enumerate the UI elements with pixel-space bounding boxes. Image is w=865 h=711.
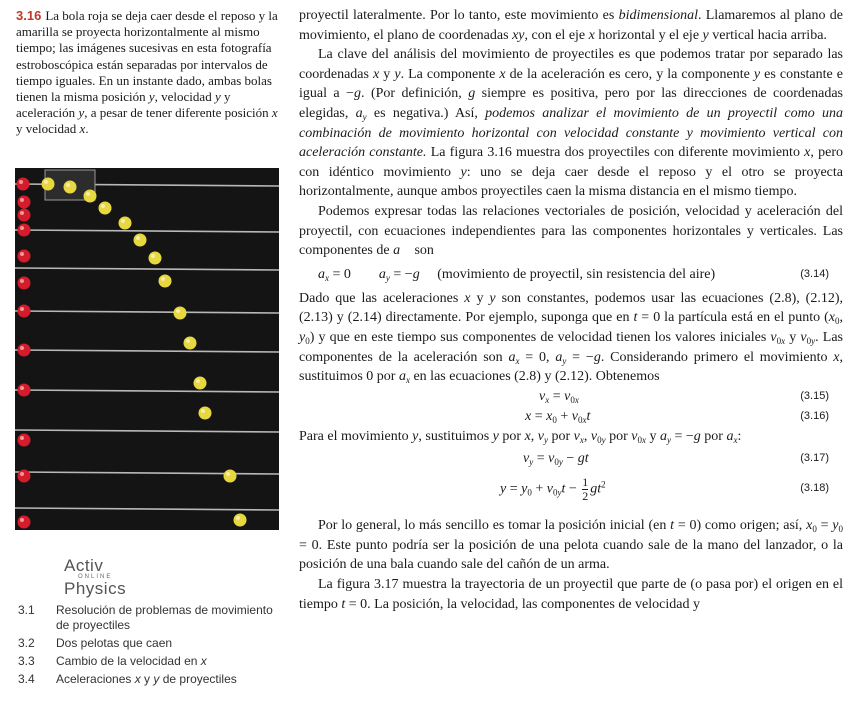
yellow-ball <box>199 407 212 420</box>
yellow-ball <box>84 190 97 203</box>
stroboscopic-photo <box>15 168 279 530</box>
red-ball-highlight <box>20 518 24 522</box>
yellow-ball <box>184 337 197 350</box>
red-ball-highlight <box>20 386 24 390</box>
equation-3-15 <box>299 387 843 407</box>
activphysics-item-label: Aceleraciones x y y de proyectiles <box>56 672 237 686</box>
paragraph-1: proyectil lateralmente. Por lo tanto, este movimiento es bidimensional. Llamaremos al plano de movimiento, el plano de coordenadas xy, con el eje x horizontal y el eje y vertical hacia arriba. <box>299 8 843 43</box>
red-ball-highlight <box>20 252 24 256</box>
red-ball-highlight <box>20 307 24 311</box>
equation-3-15-number: (3.15) <box>800 389 829 402</box>
red-ball <box>18 516 31 529</box>
yellow-ball-highlight <box>176 309 180 313</box>
yellow-ball-highlight <box>121 219 125 223</box>
activphysics-item-number: 3.2 <box>18 636 35 650</box>
equation-3-14-body: $a_x = 0$ $a_y = -g$ (movimiento de proyectil, sin resistencia del aire) <box>318 266 716 283</box>
yellow-ball-highlight <box>151 254 155 258</box>
activphysics-item[interactable] <box>18 636 280 651</box>
paragraph-2: La clave del análisis del movimiento de proyectiles es que podemos tratar por separado las coordenadas x y y. La componente x de la aceleración es cero, y la componente y es constante e igual a −g. (Por definición, g siempre es positiva, pero por las direcciones de coordenadas elegidas, $a_y$ es negativa.) Así, podemos analizar el movimiento de un proyectil como una combinación de movimiento horizontal con velocidad constante y movimiento vertical con aceleración constante. La figura 3.16 muestra dos proyectiles con diferente movimiento x, pero con idéntico movimiento y: uno se deja caer desde el reposo y el otro se proyecta horizontalmente, aunque ambos proyectiles caen la misma distancia en el mismo tiempo. <box>299 47 844 200</box>
paragraph-5: Para el movimiento y, sustituimos y por x, $v_y$ por $v_x$, $v_{0y}$ por $v_{0x}$ y $a_y = -g$ por $a_x$: <box>299 428 742 445</box>
paragraph-3: Podemos expresar todas las relaciones vectoriales de posición, velocidad y aceleración del proyectil, con ecuaciones independientes para las componentes horizontales y verticales. Las componentes de a⃗ son <box>299 203 843 259</box>
red-ball <box>18 250 31 263</box>
yellow-ball-highlight <box>136 236 140 240</box>
yellow-ball-highlight <box>196 379 200 383</box>
yellow-ball <box>224 470 237 483</box>
red-ball <box>18 305 31 318</box>
equation-3-18-number: (3.18) <box>800 482 829 495</box>
yellow-ball <box>119 217 132 230</box>
yellow-ball <box>194 377 207 390</box>
yellow-ball-highlight <box>201 409 205 413</box>
stroboscopic-photo-image <box>15 168 279 530</box>
strobe-grid-line <box>15 390 279 392</box>
yellow-ball-highlight <box>186 339 190 343</box>
main-text-column <box>299 6 843 614</box>
equation-3-16 <box>299 407 843 427</box>
red-ball <box>18 224 31 237</box>
red-ball-highlight <box>20 279 24 283</box>
yellow-ball-highlight <box>161 277 165 281</box>
equation-3-17-body: $v_y = v_{0y}$ − gt <box>523 451 589 468</box>
yellow-ball <box>149 252 162 265</box>
paragraph-4: Dado que las aceleraciones x y y son constantes, podemos usar las ecuaciones (2.8), (2.12), (2.13) y (2.14) directamente. Por ejemplo, suponga que en t = 0 la partícula está en el punto ($x_0$, $y_0$) y que en este tiempo sus componentes de velocidad tienen los valores iniciales $v_{0x}$ y $v_{0y}$. Las componentes de la aceleración son $a_x = 0$, $a_y = -g$. Considerando primero el movimiento x, sustituimos 0 por $a_x$ en las ecuaciones (2.8) y (2.12). Obtenemos <box>299 290 844 386</box>
equation-3-16-number: (3.16) <box>800 409 829 422</box>
activphysics-item-label: Cambio de la velocidad en x <box>56 654 207 668</box>
yellow-ball-highlight <box>101 204 105 208</box>
equation-3-17 <box>299 446 843 472</box>
yellow-ball <box>159 275 172 288</box>
red-ball-highlight <box>20 436 24 440</box>
red-ball-highlight <box>20 211 24 215</box>
figure-number: 3.16 <box>16 8 42 23</box>
figure-caption <box>16 8 278 138</box>
red-ball-highlight <box>20 198 24 202</box>
paragraph-6: Por lo general, lo más sencillo es tomar la posición inicial (en t = 0) como origen; así, $x_0 = y_0 = 0$. Este punto podría ser la posición de una pelota cuando sale de la mano del lanzador, o la posición de una bala cuando sale del cañón de un arma. <box>299 518 843 573</box>
strobe-grid-line <box>15 350 279 352</box>
strobe-grid-line <box>15 311 279 313</box>
red-ball <box>17 178 30 191</box>
yellow-ball-highlight <box>86 192 90 196</box>
yellow-ball-highlight <box>44 180 48 184</box>
red-ball-highlight <box>20 226 24 230</box>
yellow-ball <box>42 178 55 191</box>
strobe-grid-line <box>15 508 279 510</box>
red-ball-highlight <box>20 472 24 476</box>
activphysics-item-number: 3.4 <box>18 672 35 686</box>
yellow-ball <box>134 234 147 247</box>
red-ball-highlight <box>19 180 23 184</box>
yellow-ball-highlight <box>226 472 230 476</box>
equation-3-18 <box>299 472 843 506</box>
activphysics-item[interactable] <box>18 672 280 687</box>
yellow-ball <box>234 514 247 527</box>
yellow-ball-highlight <box>66 183 70 187</box>
yellow-ball <box>99 202 112 215</box>
strobe-grid-line <box>15 268 279 270</box>
activphysics-list <box>18 603 280 690</box>
strobe-grid-line <box>15 230 279 232</box>
yellow-ball <box>64 181 77 194</box>
figure-caption-text: La bola roja se deja caer desde el reposo y la amarilla se proyecta horizontalmente al mismo tiempo; las imágenes sucesivas en esta fotografía estroboscópica están separadas por intervalos de tiempo iguales. En un instante dado, ambas bolas tienen la misma posición y, velocidad y y aceleración y, a pesar de tener diferente posición x y velocidad x. <box>16 8 278 137</box>
equation-3-14 <box>299 261 843 289</box>
paragraph-7: La figura 3.17 muestra la trayectoria de un proyectil que parte de (o pasa por) el origen en el tiempo t = 0. La posición, la velocidad, las componentes de velocidad y <box>299 577 843 612</box>
equation-3-17-number: (3.17) <box>800 452 829 465</box>
red-ball <box>18 384 31 397</box>
logo-line-online: ONLINE <box>78 574 113 580</box>
logo-line-physics: Physics <box>64 579 127 598</box>
red-ball-highlight <box>20 346 24 350</box>
activphysics-item-number: 3.1 <box>18 603 35 617</box>
activphysics-logo <box>64 557 144 597</box>
activphysics-item-label: Resolución de problemas de movimiento de proyectiles <box>56 603 273 632</box>
strobe-grid-line <box>15 430 279 432</box>
activphysics-item-label: Dos pelotas que caen <box>56 636 173 650</box>
logo-line-activ: Activ <box>64 556 104 575</box>
strobe-grid-line <box>15 472 279 474</box>
activphysics-item[interactable] <box>18 603 280 633</box>
red-ball <box>18 344 31 357</box>
equation-3-18-body: $y = y_0 + v_{0y}t$ − $\frac{1}{2}$ $gt^2$ <box>500 474 606 503</box>
red-ball <box>18 434 31 447</box>
activphysics-item[interactable] <box>18 654 280 669</box>
red-ball <box>18 277 31 290</box>
yellow-ball-highlight <box>236 516 240 520</box>
yellow-ball <box>174 307 187 320</box>
equation-3-14-number: (3.14) <box>800 267 829 280</box>
equation-3-15-body: $v_x = v_{0x}$ <box>539 388 579 405</box>
activphysics-item-number: 3.3 <box>18 654 35 668</box>
red-ball <box>18 196 31 209</box>
red-ball <box>18 470 31 483</box>
equation-3-16-body: $x = x_0 + v_{0x}t$ <box>525 408 591 425</box>
red-ball <box>18 209 31 222</box>
